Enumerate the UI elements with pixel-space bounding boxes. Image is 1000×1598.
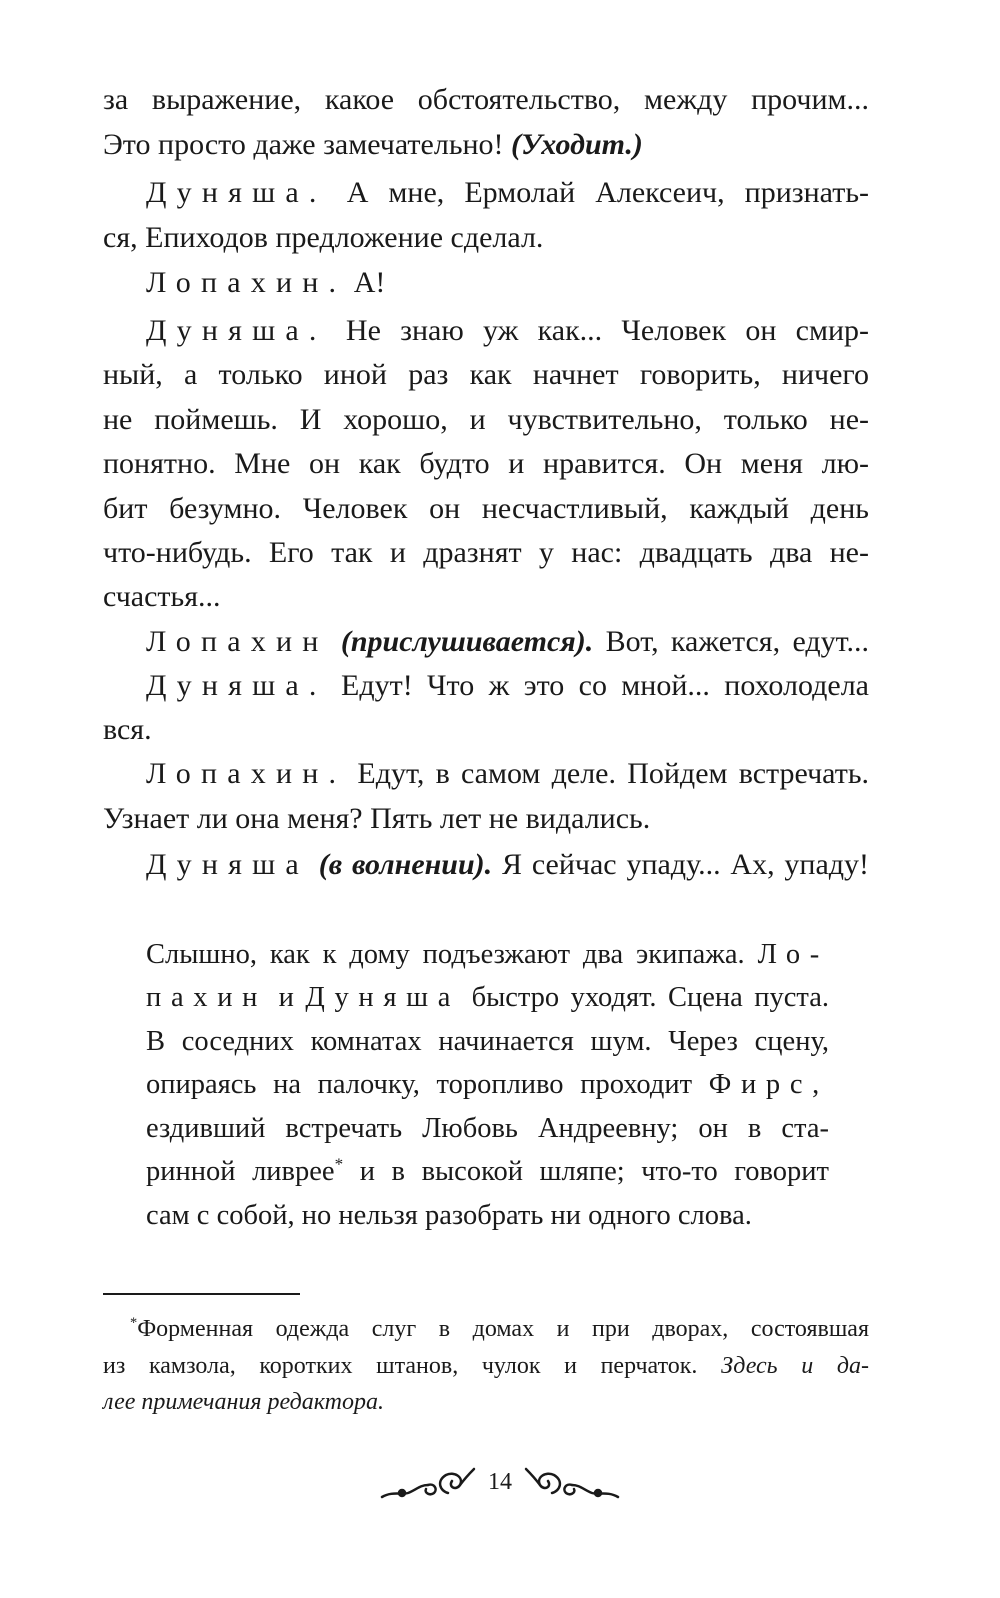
line-text: ся, Епиходов предложение сделал. bbox=[103, 221, 544, 254]
line-text: что-нибудь. Его так и дразнят у нас: двадцать два не- bbox=[103, 536, 869, 569]
footnote-line bbox=[130, 1314, 869, 1344]
footnote-italic: лее примечания редактора. bbox=[103, 1389, 384, 1415]
speech-line bbox=[146, 756, 869, 792]
line-text: не поймешь. И хорошо, и чувствительно, только не- bbox=[103, 403, 869, 436]
stage-line bbox=[146, 1199, 829, 1233]
stage-line bbox=[146, 1025, 829, 1059]
line-text: вся. bbox=[103, 713, 152, 746]
stage-text: быстро уходят. Сцена пуста. bbox=[471, 982, 830, 1013]
line-text: Не знаю уж как... Человек он смир- bbox=[345, 314, 869, 347]
text-line bbox=[103, 357, 869, 393]
stage-text: сам с собой, но нельзя разобрать ни одного слова. bbox=[146, 1200, 752, 1231]
stage-text: и в высокой шляпе; что-то говорит bbox=[359, 1156, 829, 1187]
stage-remark: (в волнении). bbox=[318, 848, 493, 881]
footnote-marker[interactable]: * bbox=[334, 1154, 344, 1174]
footnote-line bbox=[103, 1351, 869, 1381]
line-text: счастья... bbox=[103, 580, 221, 613]
character-name: Фирс, bbox=[708, 1069, 829, 1100]
stage-text: ездивший встречать Любовь Андреевну; он в ста- bbox=[146, 1113, 829, 1144]
line-text: Я сейчас упаду... Ах, упаду! bbox=[502, 848, 870, 881]
line-text: бит безумно. Человек он несчастливый, каждый день bbox=[103, 492, 869, 525]
stage-text: и bbox=[278, 982, 294, 1013]
speaker-name: Лопахин. bbox=[146, 266, 347, 299]
stage-text: В соседних комнатах начинается шум. Через сцену, bbox=[146, 1026, 829, 1057]
text-line bbox=[103, 535, 869, 571]
footnote-line bbox=[103, 1387, 869, 1417]
text-line bbox=[103, 801, 869, 837]
line-text: Едут, в самом деле. Пойдем встречать. bbox=[357, 757, 870, 790]
line-text: понятно. Мне он как будто и нравится. Он меня лю- bbox=[103, 447, 869, 480]
text-line bbox=[103, 127, 869, 163]
stage-remark: (прислушивается). bbox=[340, 625, 594, 658]
stage-line bbox=[146, 1155, 829, 1189]
character-name: пахин bbox=[146, 982, 268, 1013]
page-footer bbox=[378, 1463, 622, 1511]
character-name: Ло- bbox=[757, 939, 829, 970]
stage-text: опираясь на палочку, торопливо проходит bbox=[146, 1069, 693, 1100]
line-text: Едут! Что ж это со мной... похолодела bbox=[341, 669, 869, 702]
footnote-mark: * bbox=[130, 1315, 138, 1331]
footnote-text: из камзола, коротких штанов, чулок и перчаток. bbox=[103, 1353, 698, 1379]
speech-line bbox=[146, 265, 869, 301]
speech-line bbox=[146, 313, 869, 349]
line-text: Это просто даже замечательно! bbox=[103, 128, 504, 161]
text-line bbox=[103, 491, 869, 527]
stage-line bbox=[146, 938, 829, 972]
line-text: за выражение, какое обстоятельство, между прочим... bbox=[103, 83, 869, 116]
stage-line bbox=[146, 981, 829, 1015]
stage-text: ринной ливрее bbox=[146, 1156, 335, 1187]
text-line bbox=[103, 402, 869, 438]
speaker-name: Дуняша. bbox=[146, 669, 327, 702]
stage-text: Слышно, как к дому подъезжают два экипажа. bbox=[146, 939, 745, 970]
footnote-italic: Здесь и да- bbox=[721, 1353, 869, 1379]
stage-remark: (Уходит.) bbox=[511, 128, 643, 161]
footnote-text: Форменная одежда слуг в домах и при дворах, состоявшая bbox=[137, 1316, 869, 1342]
speaker-name: Лопахин bbox=[146, 625, 329, 658]
speech-line bbox=[146, 624, 869, 660]
text-line bbox=[103, 712, 869, 748]
stage-line bbox=[146, 1068, 829, 1102]
line-text: А мне, Ермолай Алексеич, признать- bbox=[346, 176, 870, 209]
speech-line bbox=[146, 175, 869, 211]
page-number: 14 bbox=[488, 1469, 512, 1495]
line-text: А! bbox=[353, 266, 386, 299]
text-line bbox=[103, 220, 869, 256]
speaker-name: Дуняша. bbox=[146, 176, 327, 209]
speech-line bbox=[146, 847, 869, 883]
speech-line bbox=[146, 668, 869, 704]
stage-line bbox=[146, 1112, 829, 1146]
speaker-name: Дуняша bbox=[146, 848, 309, 881]
text-line bbox=[103, 446, 869, 482]
line-text: Вот, кажется, едут... bbox=[605, 625, 869, 658]
line-text: Узнает ли она меня? Пять лет не видались. bbox=[103, 802, 651, 835]
character-name: Дуняша bbox=[305, 982, 461, 1013]
text-line bbox=[103, 82, 869, 118]
text-line bbox=[103, 579, 869, 615]
speaker-name: Лопахин. bbox=[146, 757, 347, 790]
line-text: ный, а только иной раз как начнет говорить, ничего bbox=[103, 358, 869, 391]
footnote-divider bbox=[103, 1293, 300, 1295]
speaker-name: Дуняша. bbox=[146, 314, 327, 347]
